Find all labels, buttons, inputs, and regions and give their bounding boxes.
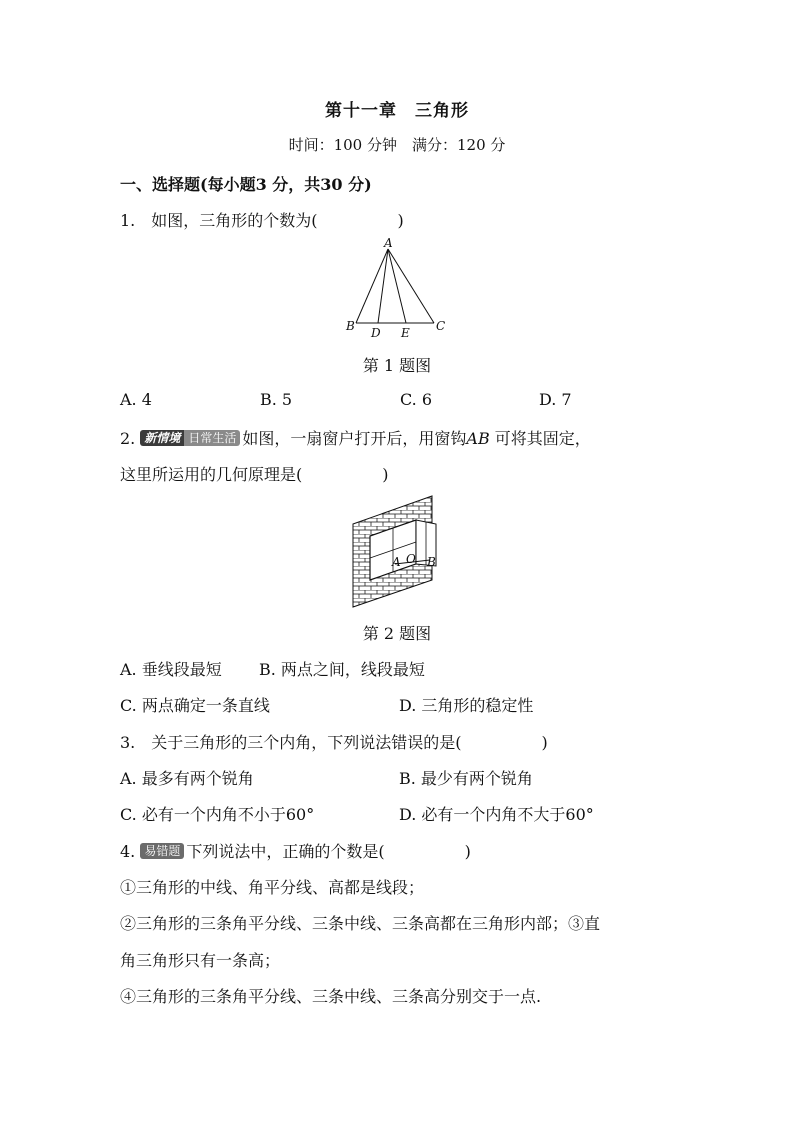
question-1-text: 1. 如图，三角形的个数为( ) <box>120 211 404 230</box>
question-2-line-1 <box>120 426 591 449</box>
point-c-label: C <box>436 319 446 333</box>
q2-option-b: B. 两点之间，线段最短 <box>259 660 425 679</box>
point-a-label: A <box>392 555 401 569</box>
q1-option-a: A. 4 <box>120 390 152 409</box>
q2-option-a: A. 垂线段最短 <box>120 660 222 679</box>
q4-statement-1: ①三角形的中线、角平分线、高都是线段； <box>120 878 425 897</box>
figure-1-caption: 第 1 题图 <box>362 356 432 375</box>
q2-option-c: C. 两点确定一条直线 <box>120 696 270 715</box>
question-2-text-end: 可将其固定， <box>489 429 591 448</box>
q1-triangle-figure <box>340 236 460 346</box>
q4-statement-3: 角三角形只有一条高； <box>120 951 281 970</box>
q1-option-d: D. 7 <box>539 390 572 409</box>
new-context-badge: 新情境 <box>140 430 184 446</box>
question-4-line <box>120 839 471 862</box>
point-o-label: O <box>406 552 416 566</box>
q4-statement-2: ②三角形的三条角平分线、三条中线、三条高都在三角形内部；③直 <box>120 914 601 933</box>
q4-statement-4: ④三角形的三条角平分线、三条中线、三条高分别交于一点. <box>120 987 542 1006</box>
q3-option-d: D. 必有一个内角不大于60° <box>399 805 594 824</box>
q2-option-d: D. 三角形的稳定性 <box>399 696 534 715</box>
point-b-label: B <box>427 555 436 569</box>
point-b-label: B <box>346 319 355 333</box>
figure-2-caption: 第 2 题图 <box>362 624 432 643</box>
q2-window-figure <box>350 494 440 609</box>
q3-option-c: C. 必有一个内角不小于60° <box>120 805 315 824</box>
segment-ac <box>388 249 434 323</box>
section-heading: 一、选择题(每小题3 分，共30 分) <box>120 175 372 194</box>
question-4-text: 下列说法中，正确的个数是( ) <box>186 842 471 861</box>
question-3-text: 3. 关于三角形的三个内角，下列说法错误的是( ) <box>120 733 548 752</box>
segment-ab-label: AB <box>466 429 490 448</box>
q3-option-a: A. 最多有两个锐角 <box>120 769 254 788</box>
q1-option-c: C. 6 <box>400 390 433 409</box>
question-2-number: 2. <box>120 429 136 448</box>
point-a-label: A <box>384 236 393 250</box>
point-d-label: D <box>371 326 381 340</box>
page-title: 第十一章 三角形 <box>325 101 469 121</box>
question-2-text: 如图，一扇窗户打开后，用窗钩 <box>242 429 467 448</box>
point-e-label: E <box>401 326 410 340</box>
exam-info: 时间：100 分钟 满分：120 分 <box>288 136 506 154</box>
error-prone-badge: 易错题 <box>140 843 184 859</box>
question-4-number: 4. <box>120 842 136 861</box>
q1-option-b: B. 5 <box>260 390 293 409</box>
q3-option-b: B. 最少有两个锐角 <box>399 769 533 788</box>
question-2-line-2: 这里所运用的几何原理是( ) <box>120 465 389 484</box>
daily-life-badge: 日常生活 <box>184 430 240 446</box>
segment-ae <box>388 249 406 323</box>
